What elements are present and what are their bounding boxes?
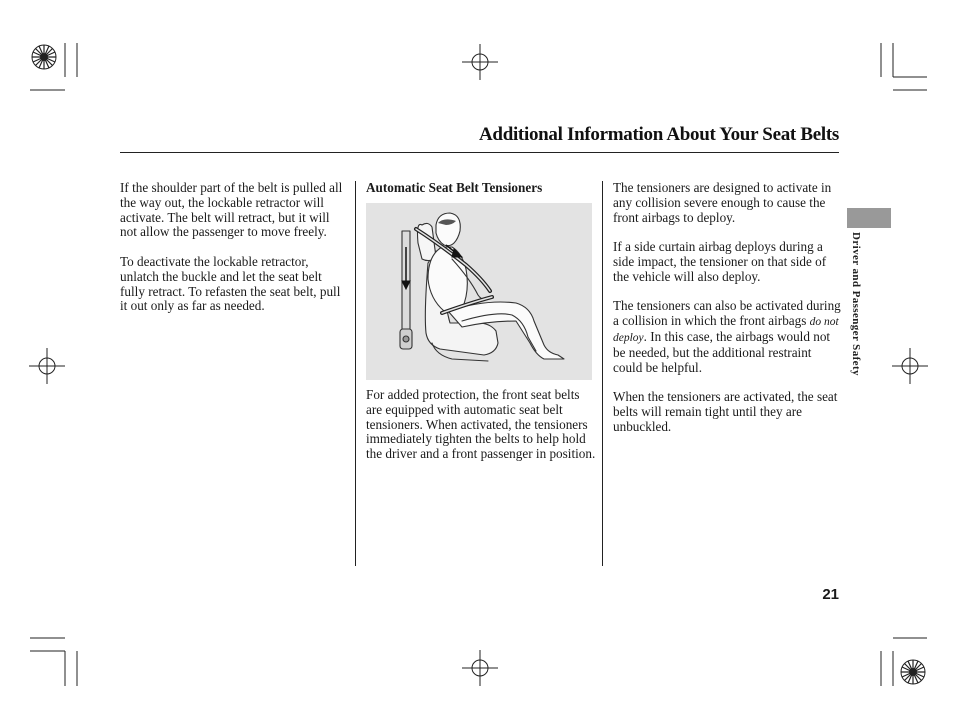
column-1 (120, 181, 344, 329)
column-divider (355, 181, 356, 566)
section-heading: Automatic Seat Belt Tensioners (366, 180, 543, 195)
paragraph-remain-tight: When the tensioners are activated, the seat belts will remain tight until they are unbuckled. (613, 389, 838, 434)
paragraph-no-deploy: The tensioners can also be activated during a collision in which the front airbags do not deploy. In this case, the airbags would not be needed, but the additional restraint could be helpful. (613, 298, 841, 375)
column-2 (366, 180, 596, 462)
section-side-label: Driver and Passenger Safety (850, 232, 862, 376)
emphasis-text: do not deploy (613, 316, 839, 344)
paragraph-tensioners-intro: For added protection, the front seat belts are equipped with automatic seat belt tensioners. When activated, the tensioners immediately tighten the belts to help hold the driver and a front passenger in position. (366, 387, 596, 462)
column-divider (602, 181, 603, 566)
column-3 (613, 181, 843, 449)
paragraph-deactivate-retractor: To deactivate the lockable retractor, unlatch the buckle and let the seat belt fully retract. To refasten the seat belt, pull it out only as far as needed. (120, 253, 341, 314)
paragraph-tensioner-activation: The tensioners are designed to activate in any collision severe enough to cause the front airbags to deploy. (613, 180, 832, 225)
title-rule (120, 152, 839, 153)
paragraph-side-curtain: If a side curtain airbag deploys during a side impact, the tensioner on that side of the vehicle will also deploy. (613, 239, 827, 284)
seated-person-icon (366, 203, 592, 380)
registration-target-icon (901, 660, 925, 684)
page-number: 21 (822, 586, 839, 603)
section-tab (847, 208, 891, 228)
registration-target-icon (32, 45, 56, 69)
paragraph-lockable-retractor: If the shoulder part of the belt is pulled all the way out, the lockable retractor will activate. The belt will retract, but it will not allow the passenger to move freely. (120, 180, 343, 240)
page-title: Additional Information About Your Seat Belts (479, 124, 839, 145)
seat-belt-tensioner-figure (366, 203, 592, 380)
